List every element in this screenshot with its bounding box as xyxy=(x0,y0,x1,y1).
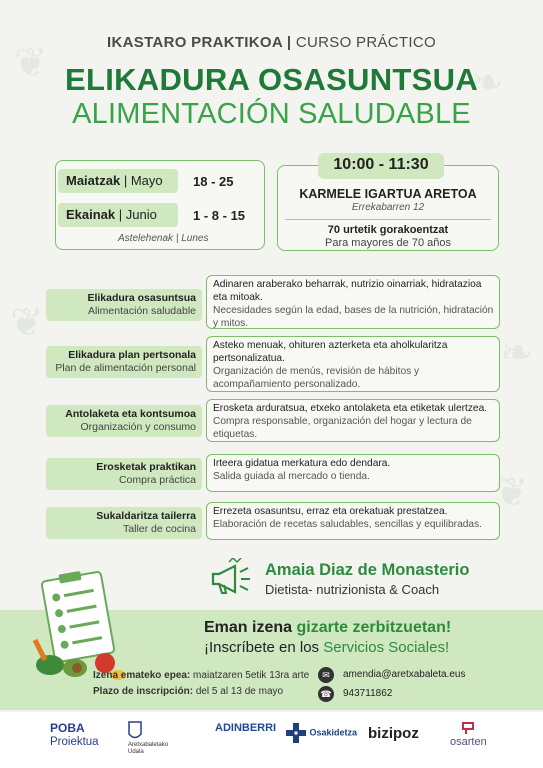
bizipoz-logo: bizipoz xyxy=(368,725,419,742)
module-label-eu: Elikadura plan pertsonala xyxy=(68,349,196,361)
module-description xyxy=(206,336,500,392)
instructor-name: Amaia Diaz de Monasterio xyxy=(265,561,470,579)
signup-heading-es-part: ¡Inscríbete en los xyxy=(204,639,320,656)
month-june-es: Junio xyxy=(125,207,157,222)
module-desc-es: Compra responsable, organización del hogar y lectura de etiquetas. xyxy=(213,416,472,441)
module-label xyxy=(46,507,202,539)
title-es: ALIMENTACIÓN SALUDABLE xyxy=(72,98,471,130)
fruit-doodle-icon: ❧ xyxy=(470,61,504,105)
deadline-es xyxy=(93,686,283,697)
signup-heading-eu-highlight: gizarte zerbitzuetan! xyxy=(296,619,452,636)
venue-address: Errekabarren 12 xyxy=(351,202,425,213)
age-eu: 70 urtetik gorakoentzat xyxy=(327,224,449,236)
poba-logo-subtitle: Proiektua xyxy=(50,735,99,748)
module-label-es: Plan de alimentación personal xyxy=(55,362,196,375)
month-june-eu: Ekainak xyxy=(66,207,116,222)
module-description xyxy=(206,275,500,329)
module-label-eu: Erosketak praktikan xyxy=(96,461,196,473)
venue-divider xyxy=(285,219,491,220)
module-desc-es: Elaboración de recetas saludables, sencillas y equilibradas. xyxy=(213,519,482,531)
checklist-illustration-icon xyxy=(30,570,125,680)
month-may-eu: Maiatzak xyxy=(66,173,121,188)
leaf-doodle-icon: ❦ xyxy=(14,41,48,85)
leaf-doodle-icon: ❧ xyxy=(500,331,534,375)
module-label xyxy=(46,346,202,378)
deadline-es-value: del 5 al 13 de mayo xyxy=(195,686,284,697)
aretxabaleta-logo xyxy=(128,720,168,755)
adinberri-logo xyxy=(215,722,276,734)
module-desc-eu: Errezeta osasuntsu, erraz eta orekatuak prestatzea. xyxy=(213,506,448,517)
module-desc-es: Salida guiada al mercado o tienda. xyxy=(213,471,370,483)
module-label xyxy=(46,405,202,437)
course-type-eu: IKASTARO PRAKTIKOA xyxy=(107,34,283,51)
adinberri-logo-text: ADINBERRI xyxy=(215,722,277,734)
module-label-es: Organización y consumo xyxy=(80,421,196,434)
month-may-pill: Maiatzak | Mayo xyxy=(58,169,178,193)
coat-of-arms-icon xyxy=(128,720,142,742)
osarten-symbol-icon xyxy=(460,720,476,736)
osarten-logo xyxy=(450,720,487,748)
phone-icon: ☎ xyxy=(318,686,334,702)
leaf-doodle-icon: ❦ xyxy=(495,471,529,515)
email-icon: ✉ xyxy=(318,667,334,683)
instructor-role: Dietista- nutrizionista & Coach xyxy=(265,582,440,597)
module-description xyxy=(206,502,500,540)
module-description xyxy=(206,454,500,492)
poba-logo-title: POBA xyxy=(50,721,85,735)
leaf-doodle-icon: ❦ xyxy=(10,301,44,345)
deadline-es-label: Plazo de inscripción: xyxy=(93,686,194,697)
module-desc-es: Necesidades según la edad, bases de la nutrición, hidratación y mitos. xyxy=(213,305,494,330)
module-description xyxy=(206,399,500,442)
weekday: Astelehenak | Lunes xyxy=(118,233,209,244)
module-desc-eu: Irteera gidatua merkatura edo dendara. xyxy=(213,458,391,469)
aretxabaleta-logo-line2: Udala xyxy=(128,748,144,755)
signup-heading-eu-part: Eman izena xyxy=(204,619,293,636)
time-pill: 10:00 - 11:30 xyxy=(318,153,444,179)
course-type-separator: | xyxy=(286,34,292,51)
month-june-pill: Ekainak | Junio xyxy=(58,203,178,227)
module-label-es: Taller de cocina xyxy=(123,523,196,536)
osakidetza-logo xyxy=(285,722,357,744)
signup-heading-es-highlight: Servicios Sociales! xyxy=(323,639,450,656)
module-label xyxy=(46,289,202,321)
megaphone-icon xyxy=(205,558,255,598)
module-label-eu: Sukaldaritza tailerra xyxy=(96,510,196,522)
deadline-eu-value: maiatzaren 5etik 13ra arte xyxy=(193,670,310,681)
module-desc-es: Organización de menús, revisión de hábitos y acompañamiento personalizado. xyxy=(213,366,420,391)
module-desc-eu: Erosketa arduratsua, etxeko antolaketa eta etiketak ulertzea. xyxy=(213,403,488,414)
contact-email[interactable]: amendia@aretxabaleta.eus xyxy=(343,669,466,680)
course-type-es: CURSO PRÁCTICO xyxy=(295,34,436,51)
title-eu: ELIKADURA OSASUNTSUA xyxy=(64,62,479,97)
age-es: Para mayores de 70 años xyxy=(325,237,451,249)
signup-heading-es xyxy=(204,639,449,656)
module-label xyxy=(46,458,202,490)
osarten-logo-text: osarten xyxy=(450,736,487,748)
signup-heading-eu xyxy=(204,619,451,637)
contact-phone[interactable]: 943711862 xyxy=(343,688,393,699)
module-desc-eu: Adinaren araberako beharrak, nutrizio oinarriak, hidratazioa eta mitoak. xyxy=(213,279,482,304)
module-label-es: Alimentación saludable xyxy=(88,305,196,318)
course-type xyxy=(0,34,543,51)
deadline-eu xyxy=(93,670,309,681)
june-days: 1 - 8 - 15 xyxy=(193,208,246,223)
month-may-es: Mayo xyxy=(130,173,163,188)
module-label-eu: Elikadura osasuntsua xyxy=(87,292,196,304)
deadline-eu-label: Izena emateko epea: xyxy=(93,670,191,681)
venue-name: KARMELE IGARTUA ARETOA xyxy=(299,187,477,201)
may-days: 18 - 25 xyxy=(193,174,234,189)
module-label-es: Compra práctica xyxy=(118,474,196,487)
module-desc-eu: Asteko menuak, ohituren azterketa eta aholkularitza pertsonalizatua. xyxy=(213,340,448,365)
osakidetza-logo-text: Osakidetza xyxy=(309,727,358,738)
module-label-eu: Antolaketa eta kontsumoa xyxy=(65,408,196,420)
osakidetza-cross-icon xyxy=(285,722,307,744)
aretxabaleta-logo-line1: Aretxabaletako xyxy=(128,742,169,748)
poba-logo xyxy=(50,722,99,749)
